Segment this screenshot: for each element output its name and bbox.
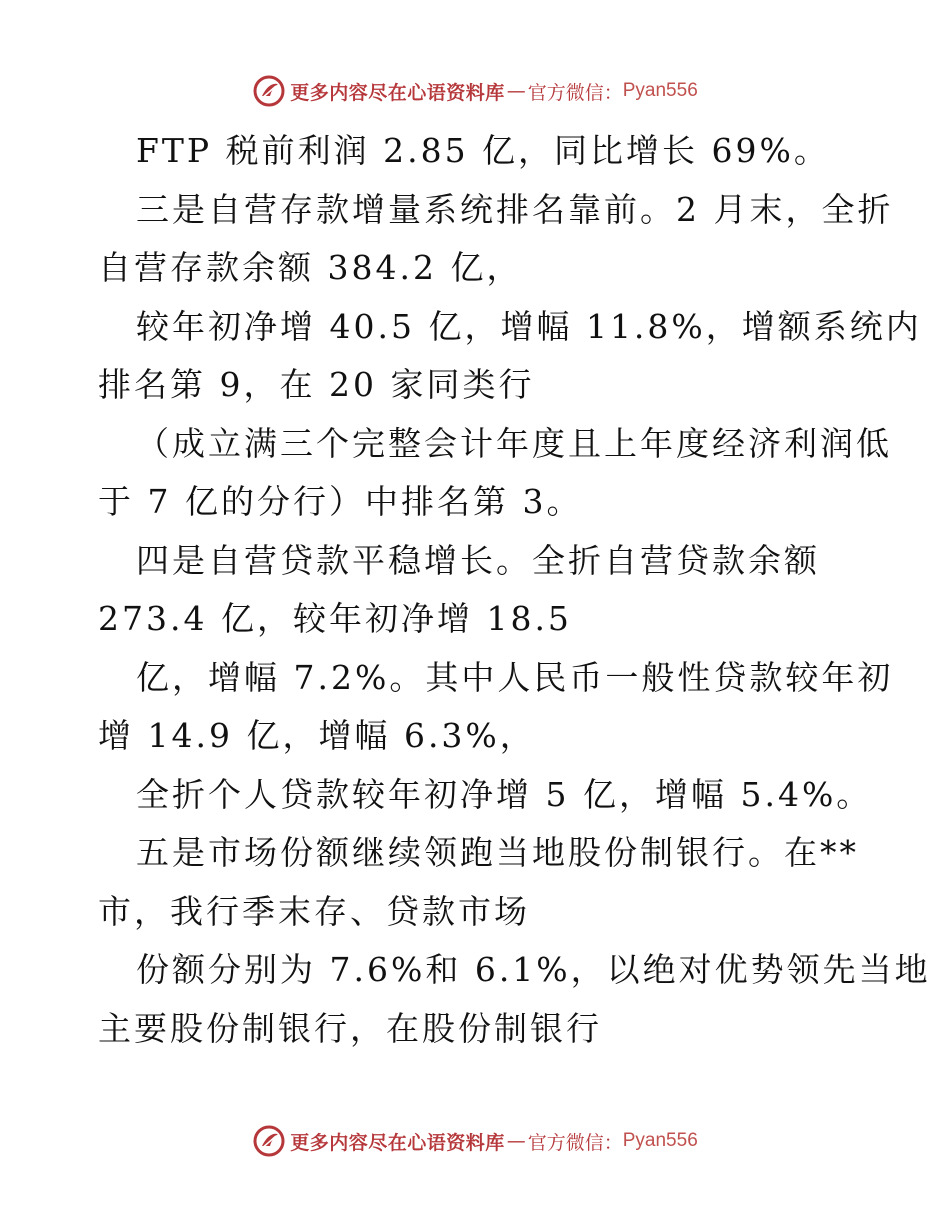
watermark-dash: — (506, 80, 526, 102)
watermark-dash: — (506, 1130, 526, 1152)
watermark-id: Pyan556 (622, 1130, 698, 1151)
text-line: 增 14.9 亿，增幅 6.3%， (98, 716, 536, 755)
header-watermark (0, 74, 950, 108)
watermark-id: Pyan556 (622, 80, 698, 101)
text-line: 三是自营存款增量系统排名靠前。2 月末，全折 (136, 189, 894, 229)
logo-icon (252, 74, 286, 108)
watermark-main-text: 更多内容尽在心语资料库 (290, 1131, 505, 1154)
watermark-sub-text: 官方微信： (527, 81, 623, 104)
text-line: 自营存款余额 384.2 亿， (98, 248, 523, 287)
text-line: 273.4 亿，较年初净增 18.5 (98, 599, 572, 638)
watermark-sub-text: 官方微信： (527, 1131, 623, 1154)
text-line: 市，我行季末存、贷款市场 (98, 891, 530, 931)
footer-watermark (0, 1124, 950, 1158)
text-line: 四是自营贷款平稳增长。全折自营贷款余额 (136, 540, 820, 580)
document-body (98, 122, 931, 1058)
text-line: FTP 税前利润 2.85 亿，同比增长 69%。 (136, 131, 830, 170)
text-line: 五是市场份额继续领跑当地股份制银行。在** (136, 833, 859, 872)
logo-icon (252, 1124, 286, 1158)
text-line: 全折个人贷款较年初净增 5 亿，增幅 5.4%。 (136, 774, 873, 814)
text-line: 排名第 9，在 20 家同类行 (98, 365, 535, 404)
text-line: 于 7 亿的分行）中排名第 3。 (98, 482, 583, 521)
text-line: 主要股份制银行，在股份制银行 (98, 1008, 602, 1048)
text-line: （成立满三个完整会计年度且上年度经济利润低 (136, 423, 892, 463)
text-line: 份额分别为 7.6%和 6.1%，以绝对优势领先当地 (136, 950, 931, 989)
text-line: 较年初净增 40.5 亿，增幅 11.8%，增额系统内 (136, 306, 922, 346)
text-line: 亿，增幅 7.2%。其中人民币一般性贷款较年初 (136, 657, 894, 697)
watermark-main-text: 更多内容尽在心语资料库 (290, 81, 505, 104)
